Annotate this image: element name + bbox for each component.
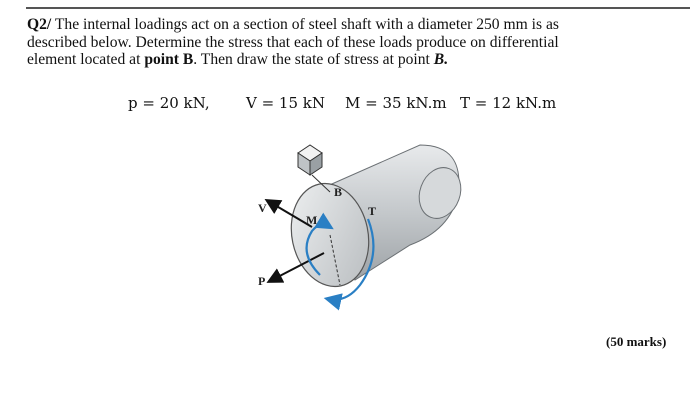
question-text <box>27 16 677 69</box>
question-number: Q2/ <box>27 16 52 33</box>
point-b-bold: point B <box>144 51 194 68</box>
label-t: T <box>368 204 377 218</box>
marks-label: (50 marks) <box>606 334 667 349</box>
label-m: M <box>306 213 318 227</box>
top-divider <box>26 7 690 9</box>
load-v: V = 15 kN <box>246 94 326 112</box>
label-v: V <box>258 201 267 215</box>
question-line-1: Q2/ The internal loadings act on a section of steel shaft with a diameter 250 mm is as <box>27 16 559 33</box>
shaft-figure <box>220 135 480 315</box>
point-b-end: B. <box>433 51 449 68</box>
question-line-3: element located at point B. Then draw the state of stress at point B. <box>27 51 449 68</box>
load-m: M = 35 kN.m <box>345 94 447 112</box>
label-p: P <box>258 274 266 288</box>
load-t: T = 12 kN.m <box>460 94 557 112</box>
question-line-2: described below. Determine the stress that each of these loads produce on differential <box>27 33 559 51</box>
load-p: p = 20 kN, <box>128 94 210 112</box>
label-b: B <box>334 185 343 199</box>
